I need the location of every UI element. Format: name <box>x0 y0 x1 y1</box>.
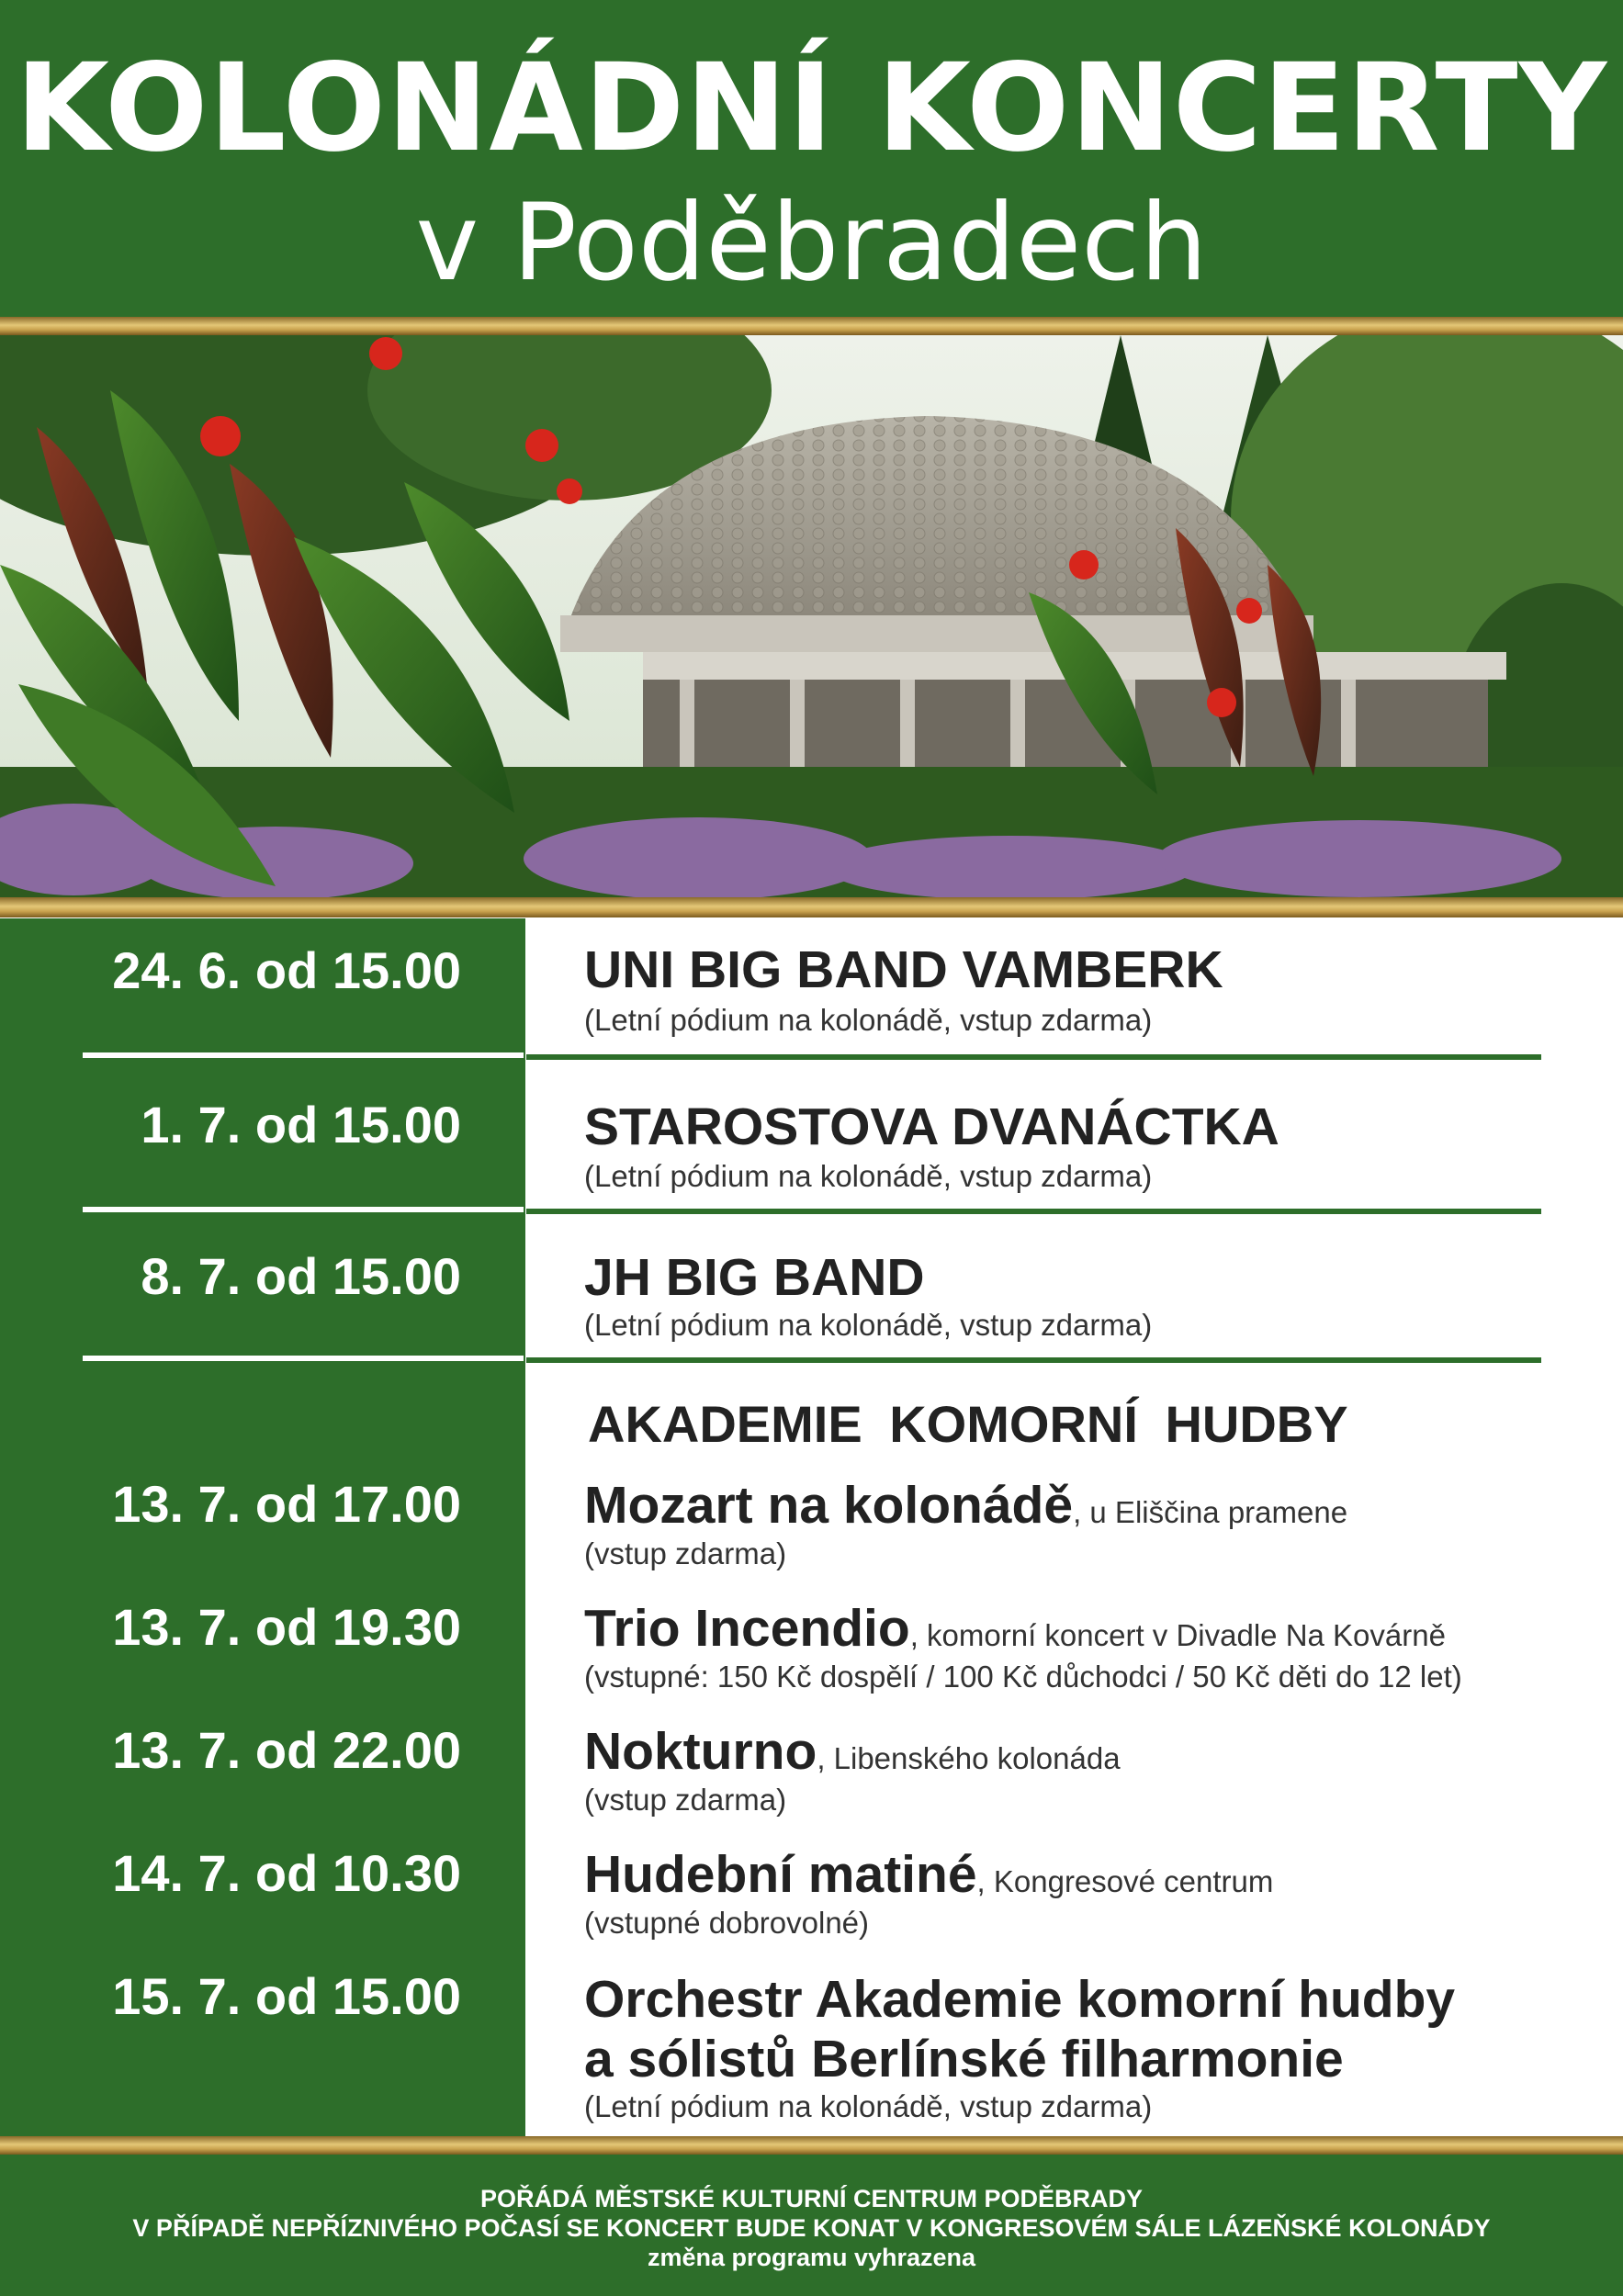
header-banner <box>0 0 1623 317</box>
event-date: 24. 6. od 15.00 <box>112 941 461 999</box>
event-separator <box>526 1357 1541 1363</box>
colonnade-photo <box>0 335 1623 897</box>
event-note: (Letní pódium na kolonádě, vstup zdarma) <box>584 1003 1153 1037</box>
event-title: STAROSTOVA DVANÁCTKA <box>584 1097 1279 1156</box>
event-date: 13. 7. od 17.00 <box>112 1475 461 1533</box>
event-separator <box>526 1054 1541 1060</box>
event-note: (vstupné: 150 Kč dospělí / 100 Kč důchodci / 50 Kč děti do 12 let) <box>584 1660 1462 1694</box>
event-title-text: Nokturno <box>584 1722 817 1781</box>
event-date: 13. 7. od 19.30 <box>112 1598 461 1656</box>
gold-divider-top <box>0 317 1623 335</box>
event-title <box>584 1846 1273 1910</box>
event-note: (vstup zdarma) <box>584 1783 787 1817</box>
event-date: 1. 7. od 15.00 <box>141 1096 461 1154</box>
event-place: , Libenského kolonáda <box>817 1741 1121 1775</box>
event-date: 15. 7. od 15.00 <box>112 1967 461 2025</box>
event-note: (Letní pódium na kolonádě, vstup zdarma) <box>584 2089 1153 2123</box>
event-place: , Kongresové centrum <box>976 1864 1274 1898</box>
event-date: 8. 7. od 15.00 <box>141 1247 461 1305</box>
event-title <box>584 1723 1121 1787</box>
program-change-notice: změna programu vyhrazena <box>647 2244 976 2271</box>
event-note: (Letní pódium na kolonádě, vstup zdarma) <box>584 1159 1153 1193</box>
date-separator <box>83 1052 524 1058</box>
event-title <box>584 1477 1347 1541</box>
akademie-heading: AKADEMIE KOMORNÍ HUDBY <box>588 1395 1348 1453</box>
event-title: Orchestr Akademie komorní hudby <box>584 1970 1456 2029</box>
footer-banner <box>0 2155 1623 2296</box>
date-separator <box>83 1207 524 1212</box>
gold-divider-bottom <box>0 2136 1623 2155</box>
event-note: (vstup zdarma) <box>584 1536 787 1570</box>
date-separator <box>83 1356 524 1361</box>
event-note: (Letní pódium na kolonádě, vstup zdarma) <box>584 1308 1153 1342</box>
event-title-text: Trio Incendio <box>584 1599 910 1658</box>
event-title-text: Mozart na kolonádě <box>584 1476 1074 1535</box>
event-title <box>584 1600 1446 1664</box>
poster-subtitle: v Poděbradech <box>415 181 1208 305</box>
event-title: UNI BIG BAND VAMBERK <box>584 940 1223 999</box>
event-note: (vstupné dobrovolné) <box>584 1906 870 1940</box>
event-title-text: Hudební matiné <box>584 1845 977 1904</box>
event-separator <box>526 1209 1541 1214</box>
event-place: , u Eliščina pramene <box>1073 1495 1348 1529</box>
weather-notice: V PŘÍPADĚ NEPŘÍZNIVÉHO POČASÍ SE KONCERT BUDE KONAT V KONGRESOVÉM SÁLE LÁZEŇSKÉ KOLONÁDY <box>132 2214 1491 2242</box>
gold-divider-middle <box>0 897 1623 917</box>
event-title: JH BIG BAND <box>584 1248 925 1307</box>
organizer-line: POŘÁDÁ MĚSTSKÉ KULTURNÍ CENTRUM PODĚBRADY <box>479 2185 1143 2212</box>
poster-title: KOLONÁDNÍ KONCERTY <box>15 38 1608 179</box>
event-date: 13. 7. od 22.00 <box>112 1721 461 1779</box>
event-date: 14. 7. od 10.30 <box>112 1844 461 1902</box>
event-place: , komorní koncert v Divadle Na Kovárně <box>909 1618 1446 1652</box>
event-title-line2: a sólistů Berlínské filharmonie <box>584 2030 1344 2088</box>
